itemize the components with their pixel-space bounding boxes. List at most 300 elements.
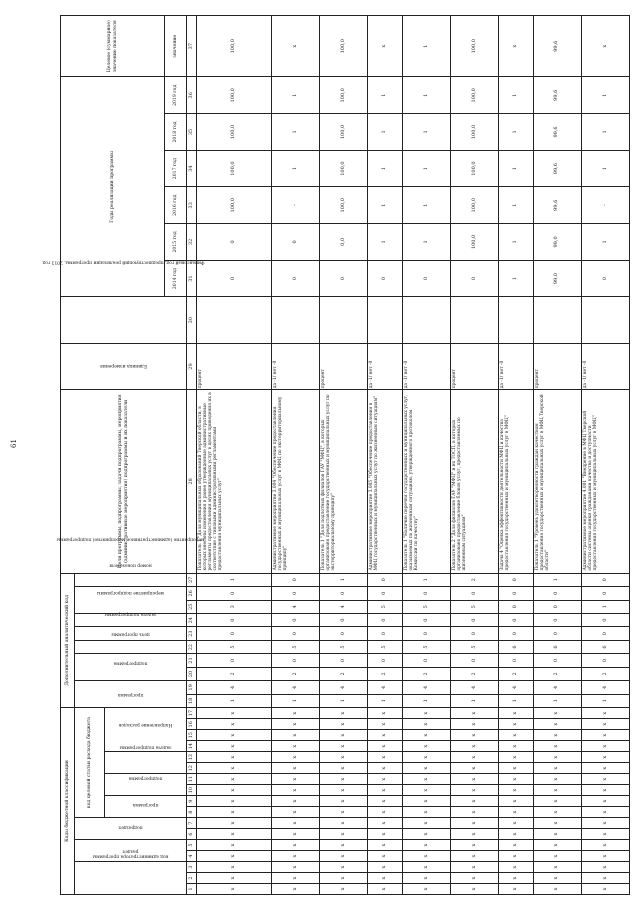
column-number: 26 <box>187 587 197 600</box>
column-number: 32 <box>187 224 197 261</box>
column-number: 34 <box>187 150 197 187</box>
year-value-cell: 1 <box>271 77 319 114</box>
kbk-code-cell: x <box>271 708 319 719</box>
target-value-cell: x <box>271 16 319 77</box>
kbk-code-cell: x <box>271 873 319 884</box>
kbk-code-cell: x <box>271 730 319 741</box>
table-row <box>197 16 272 895</box>
kbk-code-cell: x <box>450 741 498 752</box>
kbk-code-cell: x <box>271 752 319 763</box>
year-value-cell: 1 <box>402 150 450 187</box>
header-admin-text: код администратора программы <box>92 853 169 859</box>
column-number: 13 <box>187 752 197 763</box>
year-value-cell: 0 <box>197 260 272 297</box>
dop-code-cell: 0 <box>450 627 498 640</box>
year-value-cell: 0 <box>271 224 319 261</box>
column-number: 11 <box>187 774 197 785</box>
dop-code-cell: 0 <box>320 587 368 600</box>
kbk-code-cell: x <box>402 752 450 763</box>
dop-code-cell: 2 <box>450 573 498 587</box>
dop-code-cell: 0 <box>320 613 368 626</box>
kbk-code-cell: x <box>533 818 581 829</box>
year-value-cell: 0 <box>271 260 319 297</box>
kbk-code-cell: x <box>533 741 581 752</box>
kbk-code-cell: x <box>499 884 534 895</box>
kbk-code-cell: x <box>320 807 368 818</box>
kbk-code-cell: x <box>533 774 581 785</box>
dop-code-cell: 6 <box>499 640 534 653</box>
year-value-cell: 1 <box>581 114 629 151</box>
kbk-code-cell: x <box>533 763 581 774</box>
dop-code-cell: 2 <box>450 667 498 680</box>
kbk-code-cell: x <box>271 741 319 752</box>
target-value-cell: x <box>499 16 534 77</box>
kbk-code-cell: x <box>197 807 272 818</box>
header-dop: Дополнительный аналитический код <box>61 573 75 708</box>
header-dop-nomer <box>75 562 187 587</box>
table-row <box>499 16 534 895</box>
year-value-cell: 1 <box>368 224 403 261</box>
kbk-code-cell: x <box>271 763 319 774</box>
kbk-code-cell: x <box>450 840 498 851</box>
column-number: 23 <box>187 627 197 640</box>
year-value-cell: 99,6 <box>533 150 581 187</box>
year-value-cell: 100,0 <box>450 224 498 261</box>
year-value-cell: 99,0 <box>533 260 581 297</box>
year-value-cell: 1 <box>271 114 319 151</box>
dop-code-cell: 5 <box>197 640 272 653</box>
column-number: 22 <box>187 640 197 653</box>
column-number: 10 <box>187 785 197 796</box>
header-programma <box>105 796 187 818</box>
kbk-code-cell: x <box>368 730 403 741</box>
kbk-code-cell: x <box>320 818 368 829</box>
kbk-code-cell: x <box>533 796 581 807</box>
indicator-name: Административное мероприятие 4.001 "Внедрение в МФЦ Тверской области системы оценки гражданами качества и доступности предоставления государственных и муниципальных услуг в МФЦ" <box>581 390 629 573</box>
header-napravlenie-text: Направление расходов <box>118 722 173 728</box>
kbk-code-cell: x <box>368 884 403 895</box>
kbk-code-cell: x <box>197 730 272 741</box>
dop-code-cell: 4 <box>499 681 534 694</box>
header-dop-podprogramma <box>75 654 187 681</box>
year-value-cell: 100,0 <box>450 187 498 224</box>
kbk-code-cell: x <box>533 873 581 884</box>
header-target-value: значение <box>165 16 187 77</box>
header-dop-meropr-text: мероприятие подпрограммы <box>97 590 164 596</box>
dop-code-cell: 0 <box>533 600 581 613</box>
kbk-code-cell: x <box>499 818 534 829</box>
dop-code-cell: 2 <box>581 667 629 680</box>
column-number: 35 <box>187 114 197 151</box>
column-number: 5 <box>187 840 197 851</box>
indicator-name: Показатель 1 "Уровень удовлетворенности граждан качеством предоставления государственных и муниципальных услуг в МФЦ Тверской области" <box>533 390 581 573</box>
target-value-cell: x <box>368 16 403 77</box>
dop-code-cell: 0 <box>450 587 498 600</box>
kbk-code-cell: x <box>271 884 319 895</box>
kbk-code-cell: x <box>402 862 450 873</box>
kbk-code-cell: x <box>581 796 629 807</box>
kbk-code-cell: x <box>197 741 272 752</box>
kbk-code-cell: x <box>320 719 368 730</box>
target-value-cell: 100,0 <box>450 16 498 77</box>
year-value-cell: 1 <box>402 187 450 224</box>
kbk-code-cell: x <box>402 719 450 730</box>
column-number: 17 <box>187 708 197 719</box>
kbk-code-cell: x <box>581 829 629 840</box>
dop-code-cell: 6 <box>581 640 629 653</box>
dop-code-cell: 6 <box>533 640 581 653</box>
dop-code-cell: 0 <box>271 627 319 640</box>
dop-code-cell: 2 <box>368 667 403 680</box>
dop-code-cell: 1 <box>533 573 581 587</box>
kbk-code-cell: x <box>499 752 534 763</box>
year-value-cell: 1 <box>368 77 403 114</box>
kbk-code-cell: x <box>581 774 629 785</box>
year-value-cell: 1 <box>581 77 629 114</box>
dop-code-cell: 0 <box>197 654 272 667</box>
dop-code-cell: 0 <box>499 573 534 587</box>
year-value-cell: 1 <box>499 150 534 187</box>
kbk-code-cell: x <box>368 862 403 873</box>
unit-cell: процент <box>320 343 368 389</box>
kbk-code-cell: x <box>402 873 450 884</box>
kbk-code-cell: x <box>197 774 272 785</box>
kbk-code-cell: x <box>368 752 403 763</box>
kbk-code-cell: x <box>581 862 629 873</box>
column-number: 36 <box>187 77 197 114</box>
kbk-code-cell: x <box>271 785 319 796</box>
kbk-code-cell: x <box>271 851 319 862</box>
column-number: 33 <box>187 187 197 224</box>
dop-code-cell: 5 <box>320 640 368 653</box>
header-name: Цели программы, подпрограммы, задачи подпрограммы, мероприятия (административные мероприятия) подпрограммы и их показатели <box>61 390 187 573</box>
header-dop-programma-text: программа <box>117 691 144 697</box>
dop-code-cell: 1 <box>197 694 272 707</box>
kbk-code-cell: x <box>402 730 450 741</box>
kbk-code-cell: x <box>581 873 629 884</box>
column-number: 18 <box>187 694 197 707</box>
dop-code-cell: 2 <box>271 667 319 680</box>
kbk-code-cell: x <box>533 884 581 895</box>
year-value-cell: 99,6 <box>533 114 581 151</box>
year-value-cell: 0 <box>197 224 272 261</box>
dop-code-cell: 5 <box>271 640 319 653</box>
column-number: 15 <box>187 730 197 741</box>
header-podprogramma-text: подпрограмма <box>128 775 163 781</box>
year-value-cell: 1 <box>499 77 534 114</box>
kbk-code-cell: x <box>320 763 368 774</box>
dop-code-cell: 0 <box>271 654 319 667</box>
dop-code-cell: 1 <box>271 694 319 707</box>
year-value-cell: 1 <box>499 260 534 297</box>
kbk-code-cell: x <box>402 774 450 785</box>
dop-code-cell: 0 <box>402 627 450 640</box>
kbk-code-cell: x <box>197 829 272 840</box>
header-kbk: Коды бюджетной классификации <box>61 708 75 895</box>
kbk-code-cell: x <box>197 796 272 807</box>
column-number: 14 <box>187 741 197 752</box>
header-dop-adm-text: мероприятие (административное мероприятие) подпрограммы <box>56 536 205 542</box>
dop-code-cell: 0 <box>533 654 581 667</box>
dop-code-cell: 1 <box>499 694 534 707</box>
kbk-code-cell: x <box>197 818 272 829</box>
header-kcsr: код целевой статьи расхода бюджета <box>75 708 105 818</box>
kbk-code-cell: x <box>197 719 272 730</box>
kbk-code-cell: x <box>499 741 534 752</box>
kbk-code-cell: x <box>197 840 272 851</box>
kbk-code-cell: x <box>450 796 498 807</box>
kbk-code-cell: x <box>450 730 498 741</box>
kbk-code-cell: x <box>450 763 498 774</box>
kbk-code-cell: x <box>499 730 534 741</box>
dop-code-cell: 3 <box>197 600 272 613</box>
header-podrazdel <box>75 818 187 840</box>
kbk-code-cell: x <box>197 708 272 719</box>
dop-code-cell: 1 <box>450 694 498 707</box>
year-value-cell: 100,0 <box>197 150 272 187</box>
year-value-cell: 100,0 <box>320 114 368 151</box>
kbk-code-cell: x <box>320 774 368 785</box>
kbk-code-cell: x <box>499 785 534 796</box>
year-value-cell: 99,6 <box>533 187 581 224</box>
kbk-code-cell: x <box>581 741 629 752</box>
year-value-cell: 1 <box>271 150 319 187</box>
year-value-cell: 0 <box>320 260 368 297</box>
column-number: 27 <box>187 573 197 587</box>
year-value-cell: 0 <box>368 260 403 297</box>
kbk-code-cell: x <box>533 719 581 730</box>
header-dop-zadacha-text: задача подпрограммы <box>104 611 157 617</box>
kbk-code-cell: x <box>320 752 368 763</box>
kbk-code-cell: x <box>197 785 272 796</box>
kbk-code-cell: x <box>271 796 319 807</box>
kbk-code-cell: x <box>533 708 581 719</box>
year-value-cell: 100,0 <box>450 77 498 114</box>
column-number: 7 <box>187 818 197 829</box>
header-dop-nomer-text: номер показателя <box>109 562 152 568</box>
kbk-code-cell: x <box>499 774 534 785</box>
unit-cell: да -1/ нет -0 <box>581 343 629 389</box>
header-razdel-text: раздел <box>122 848 139 854</box>
unit-cell: да -1/ нет -0 <box>271 343 319 389</box>
dop-code-cell: 5 <box>402 640 450 653</box>
kbk-code-cell: x <box>197 763 272 774</box>
header-target-title: Целевое (суммарное) значение показателя <box>61 16 165 77</box>
kbk-code-cell: x <box>533 840 581 851</box>
header-podprogramma <box>105 774 187 796</box>
table-row <box>450 16 498 895</box>
kbk-code-cell: x <box>320 840 368 851</box>
kbk-code-cell: x <box>271 719 319 730</box>
kbk-code-cell: x <box>533 730 581 741</box>
fin-year-cell <box>402 297 450 343</box>
kbk-code-cell: x <box>533 785 581 796</box>
kbk-code-cell: x <box>450 862 498 873</box>
column-number: 12 <box>187 763 197 774</box>
dop-code-cell: 4 <box>271 600 319 613</box>
column-number: 16 <box>187 719 197 730</box>
kbk-code-cell: x <box>499 807 534 818</box>
column-number: 31 <box>187 260 197 297</box>
year-value-cell: 0 <box>581 260 629 297</box>
kbk-code-cell: x <box>368 741 403 752</box>
column-number: 19 <box>187 681 197 694</box>
kbk-code-cell: x <box>320 785 368 796</box>
column-number: 8 <box>187 807 197 818</box>
header-admin <box>75 853 187 895</box>
kbk-code-cell: x <box>499 840 534 851</box>
dop-code-cell: 0 <box>499 627 534 640</box>
header-dop-cel <box>75 631 187 653</box>
target-value-cell: 1 <box>402 16 450 77</box>
header-year: 2016 год <box>165 187 187 224</box>
year-value-cell: 1 <box>368 150 403 187</box>
dop-code-cell: 4 <box>320 600 368 613</box>
kbk-code-cell: x <box>402 785 450 796</box>
unit-cell: процент <box>197 343 272 389</box>
kbk-code-cell: x <box>320 873 368 884</box>
table-row <box>402 16 450 895</box>
kbk-code-cell: x <box>533 752 581 763</box>
kbk-code-cell: x <box>271 840 319 851</box>
header-dop-cel-text: цель программы <box>111 631 150 637</box>
fin-year-cell <box>320 297 368 343</box>
dop-code-cell: 1 <box>320 694 368 707</box>
dop-code-cell: 0 <box>271 573 319 587</box>
target-value-cell: 100,0 <box>320 16 368 77</box>
kbk-code-cell: x <box>368 818 403 829</box>
kbk-code-cell: x <box>368 719 403 730</box>
kbk-code-cell: x <box>450 752 498 763</box>
dop-code-cell: 0 <box>499 600 534 613</box>
unit-cell: да -1/ нет -0 <box>402 343 450 389</box>
kbk-code-cell: x <box>450 873 498 884</box>
kbk-code-cell: x <box>271 774 319 785</box>
kbk-code-cell: x <box>320 829 368 840</box>
kbk-code-cell: x <box>197 862 272 873</box>
kbk-code-cell: x <box>450 829 498 840</box>
table-row <box>581 16 629 895</box>
kbk-code-cell: x <box>581 851 629 862</box>
kbk-code-cell: x <box>402 829 450 840</box>
kbk-code-cell: x <box>197 752 272 763</box>
dop-code-cell: 0 <box>197 613 272 626</box>
dop-code-cell: 4 <box>271 681 319 694</box>
year-value-cell: 1 <box>581 224 629 261</box>
year-value-cell: 100,0 <box>320 77 368 114</box>
kbk-code-cell: x <box>581 730 629 741</box>
dop-code-cell: 2 <box>320 667 368 680</box>
dop-code-cell: 1 <box>368 694 403 707</box>
fin-year-cell <box>197 297 272 343</box>
dop-code-cell: 5 <box>402 600 450 613</box>
column-number: 28 <box>187 390 197 573</box>
year-value-cell: 100,0 <box>197 114 272 151</box>
kbk-code-cell: x <box>581 785 629 796</box>
kbk-code-cell: x <box>402 818 450 829</box>
year-value-cell: 1 <box>402 114 450 151</box>
year-value-cell: 100,0 <box>197 187 272 224</box>
kbk-code-cell: x <box>581 884 629 895</box>
rotated-page <box>42 15 630 895</box>
kbk-code-cell: x <box>320 708 368 719</box>
unit-cell: процент <box>450 343 498 389</box>
header-zadacha <box>105 744 187 774</box>
kbk-code-cell: x <box>320 862 368 873</box>
year-value-cell: 100,0 <box>320 150 368 187</box>
year-value-cell: 1 <box>499 114 534 151</box>
page-number: 61 <box>10 439 18 448</box>
kbk-code-cell: x <box>402 741 450 752</box>
year-value-cell: 1 <box>499 224 534 261</box>
kbk-code-cell: x <box>450 708 498 719</box>
kbk-code-cell: x <box>533 807 581 818</box>
year-value-cell: 0 <box>402 260 450 297</box>
header-programma-text: программа <box>132 801 159 807</box>
kbk-code-cell: x <box>499 708 534 719</box>
year-value-cell: 100,0 <box>197 77 272 114</box>
dop-code-cell: 0 <box>499 613 534 626</box>
kbk-code-cell: x <box>368 840 403 851</box>
dop-code-cell: 0 <box>402 613 450 626</box>
dop-code-cell: 2 <box>402 667 450 680</box>
indicator-name: Административное мероприятие 3.004 "Обеспечение предоставления государственных и муниципальных услуг в МФЦ по экстерриториальному принципу" <box>271 390 319 573</box>
year-value-cell: 1 <box>368 114 403 151</box>
year-value-cell: 100,0 <box>320 187 368 224</box>
kbk-code-cell: x <box>499 873 534 884</box>
kbk-code-cell: x <box>450 719 498 730</box>
dop-code-cell: 2 <box>499 667 534 680</box>
table-row <box>271 16 319 895</box>
kbk-code-cell: x <box>271 807 319 818</box>
kbk-code-cell: x <box>533 862 581 873</box>
table-row <box>320 16 368 895</box>
kbk-code-cell: x <box>499 763 534 774</box>
dop-code-cell: 0 <box>450 654 498 667</box>
year-value-cell: 1 <box>499 187 534 224</box>
column-number: 30 <box>187 297 197 343</box>
column-number: 1 <box>187 884 197 895</box>
column-number: 24 <box>187 613 197 626</box>
kbk-code-cell: x <box>402 796 450 807</box>
unit-cell: да -1/ нет -0 <box>368 343 403 389</box>
header-year: 2019 год <box>165 77 187 114</box>
header-year: 2017 год <box>165 150 187 187</box>
dop-code-cell: 0 <box>533 627 581 640</box>
kbk-code-cell: x <box>581 752 629 763</box>
target-value-cell: x <box>581 16 629 77</box>
kbk-code-cell: x <box>368 807 403 818</box>
kbk-code-cell: x <box>320 884 368 895</box>
year-value-cell: - <box>581 187 629 224</box>
column-number: 4 <box>187 851 197 862</box>
year-value-cell: 100,0 <box>450 114 498 151</box>
dop-code-cell: 1 <box>581 600 629 613</box>
dop-code-cell: 0 <box>320 654 368 667</box>
kbk-code-cell: x <box>450 851 498 862</box>
column-number: 21 <box>187 654 197 667</box>
header-podrazdel-text: подраздел <box>118 824 143 830</box>
year-value-cell: 1 <box>368 187 403 224</box>
table-row <box>61 16 75 895</box>
indicator-name: Показатель 2 "Доля филиалов ГАУ "МФЦ" и их ТОСП, в которых организовано предоставление блоков услуг, предоставляемых по жизненным ситуациям" <box>450 390 498 573</box>
header-fin-year-text: Финансовый год, предшествующий реализации программы, 2013 год <box>42 259 205 265</box>
dop-code-cell: 0 <box>581 654 629 667</box>
kbk-code-cell: x <box>368 873 403 884</box>
dop-code-cell: 5 <box>450 640 498 653</box>
kbk-code-cell: x <box>581 840 629 851</box>
table-row <box>368 16 403 895</box>
